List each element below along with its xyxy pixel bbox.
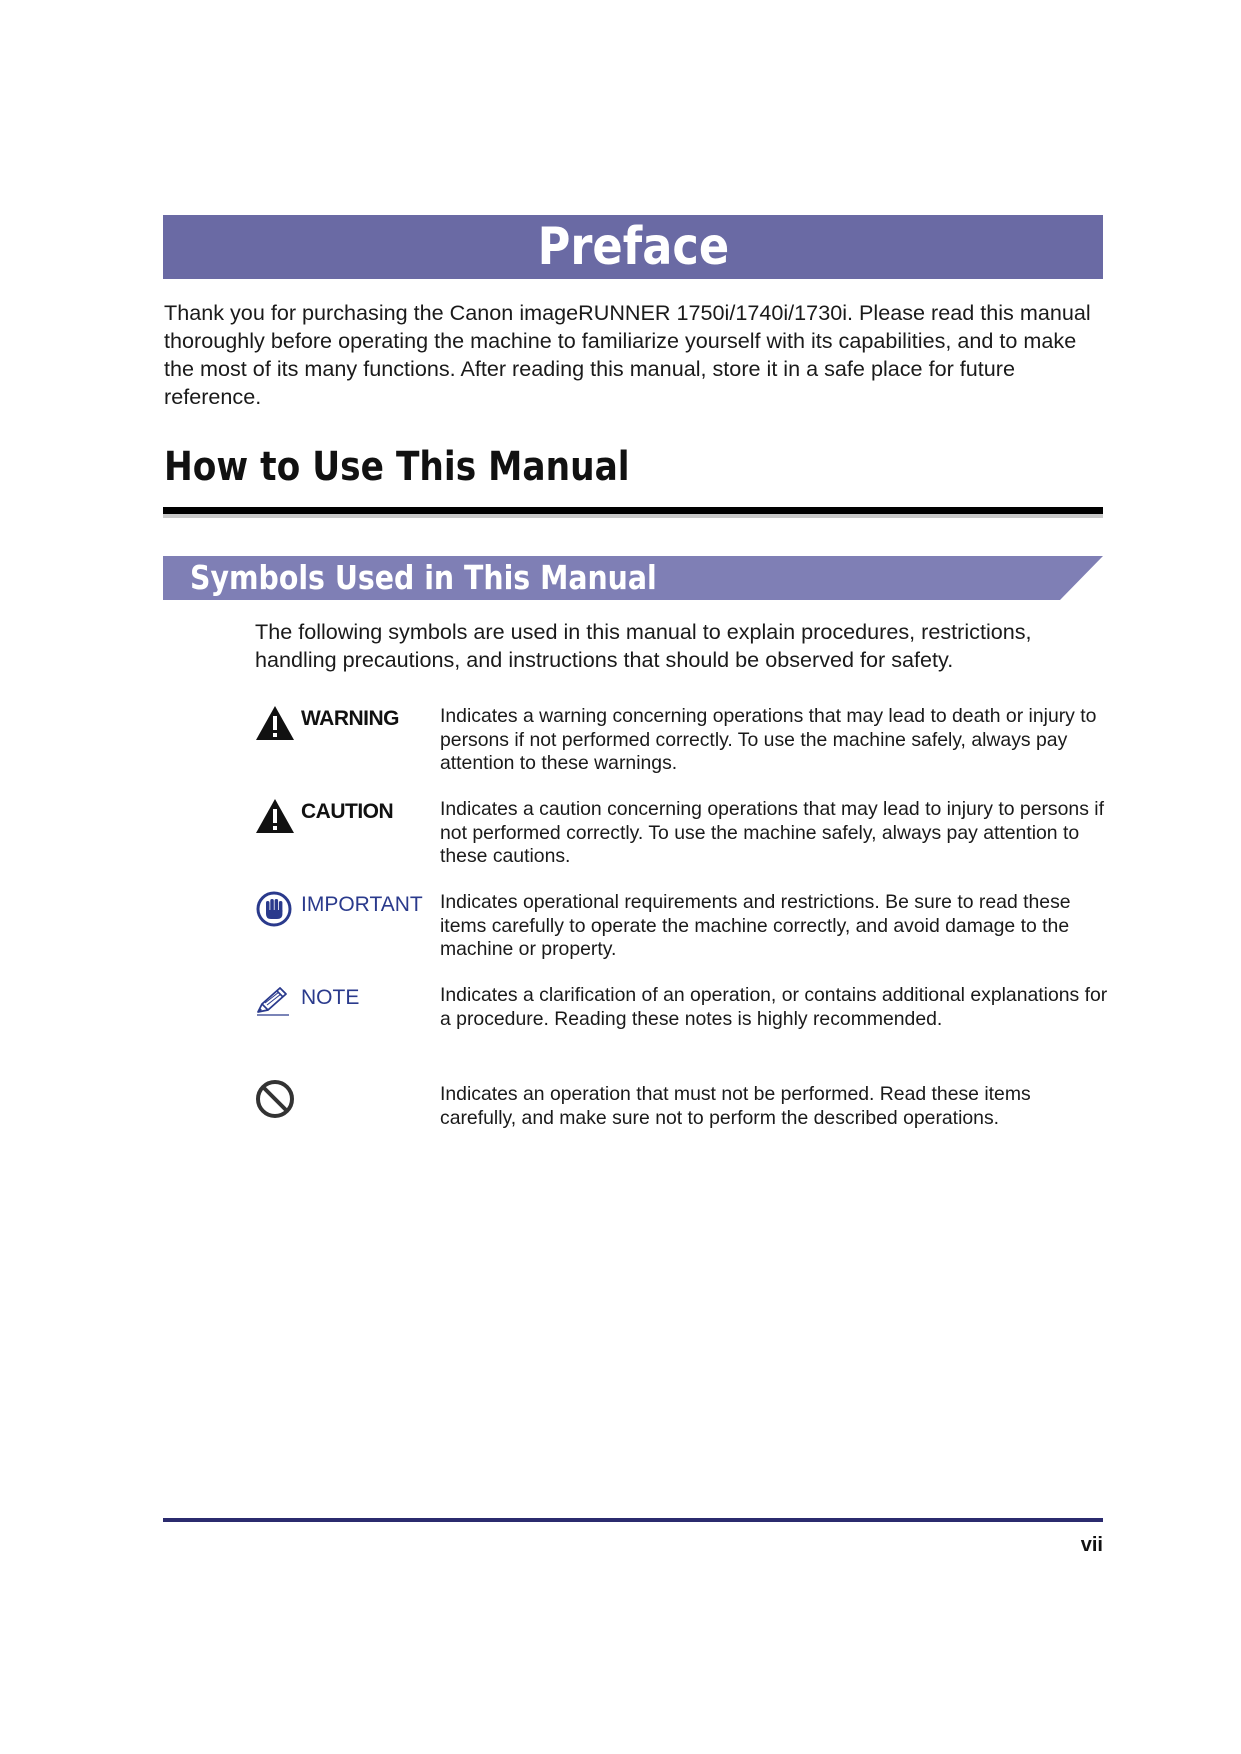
symbol-row-caution bbox=[255, 798, 1110, 878]
heading-rule bbox=[163, 507, 1103, 514]
important-description: Indicates operational requirements and restrictions. Be sure to read these items carefully to operate the machine correctly, and avoid damage to the machine or property. bbox=[440, 891, 1071, 960]
symbol-row-important bbox=[255, 891, 1110, 971]
page-number: vii bbox=[1080, 1534, 1103, 1556]
how-to-use-heading: How to Use This Manual bbox=[164, 444, 630, 490]
warning-description: Indicates a warning concerning operations that may lead to death or injury to persons if not performed correctly. To use the machine safely, always pay attention to these warnings. bbox=[440, 705, 1097, 774]
section-heading: Symbols Used in This Manual bbox=[190, 558, 657, 597]
symbol-row-warning bbox=[255, 705, 1110, 785]
prohibited-description: Indicates an operation that must not be performed. Read these items carefully, and make sure not to perform the described operations. bbox=[440, 1083, 1031, 1129]
warning-triangle-icon bbox=[255, 705, 295, 741]
caution-description: Indicates a caution concerning operations that may lead to injury to persons if not performed correctly. To use the machine safely, always pay attention to these cautions. bbox=[440, 798, 1104, 867]
symbol-row-note bbox=[255, 984, 1110, 1064]
preface-banner bbox=[163, 215, 1103, 279]
caution-label: CAUTION bbox=[301, 800, 394, 823]
page-title: Preface bbox=[537, 217, 729, 277]
note-label: NOTE bbox=[301, 986, 360, 1009]
important-label: IMPORTANT bbox=[301, 893, 423, 916]
heading-rule-shadow bbox=[163, 514, 1103, 518]
symbol-row-prohibited bbox=[255, 1079, 1110, 1139]
preface-intro: Thank you for purchasing the Canon imageRUNNER 1750i/1740i/1730i. Please read this manual thoroughly before operating the machine to familiarize yourself with its capabilities, and to make the most of its many functions. After reading this manual, store it in a safe place for future reference. bbox=[164, 300, 1091, 409]
symbols-intro: The following symbols are used in this manual to explain procedures, restrictions, handling precautions, and instructions that should be observed for safety. bbox=[255, 619, 1032, 672]
prohibited-icon bbox=[255, 1079, 295, 1119]
footer-rule bbox=[163, 1518, 1103, 1522]
note-description: Indicates a clarification of an operation, or contains additional explanations for a procedure. Reading these notes is highly recommended. bbox=[440, 984, 1108, 1030]
warning-label: WARNING bbox=[301, 707, 399, 730]
important-hand-icon bbox=[256, 891, 292, 927]
symbols-section-banner bbox=[163, 556, 1103, 600]
note-pencil-icon bbox=[255, 985, 291, 1017]
caution-triangle-icon bbox=[255, 798, 295, 834]
